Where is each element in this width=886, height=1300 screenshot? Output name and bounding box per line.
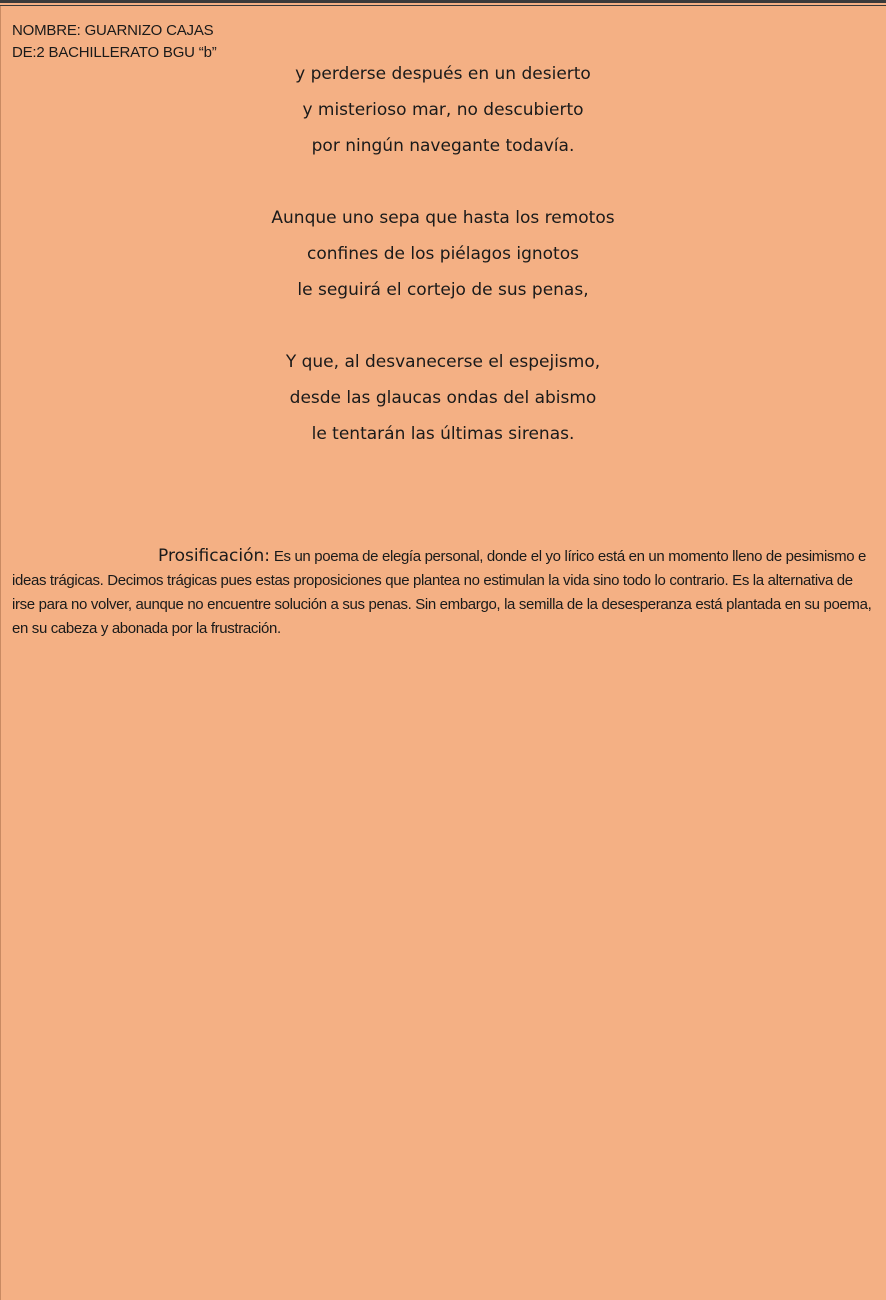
prose-text: Es un poema de elegía personal, donde el yo lírico está en un momento lleno de pesimismo e ideas trágicas. Decimos trágicas pues estas proposiciones que plantea no estimulan la vida sino todo lo contrario. Es la alternativa de irse para no volver, aunque no encuentre solución a sus penas. Sin embargo, la semilla de la desesperanza está plantada en su poema, en su cabeza y abonada por la frustración. — [12, 548, 872, 637]
top-border-rule — [0, 0, 886, 3]
stanza-gap — [0, 311, 886, 347]
poem — [0, 59, 886, 455]
student-class-line: DE:2 BACHILLERATO BGU “b” — [12, 44, 217, 61]
student-header — [12, 20, 217, 64]
stanza-gap — [0, 167, 886, 203]
poem-line: le tentarán las últimas sirenas. — [311, 424, 575, 444]
prose-paragraph — [12, 544, 878, 641]
poem-stanza-3 — [0, 347, 886, 455]
poem-line: Aunque uno sepa que hasta los remotos — [271, 208, 615, 228]
poem-line: confines de los piélagos ignotos — [307, 244, 579, 264]
prose-label: Prosificación: — [158, 546, 270, 566]
poem-line: desde las glaucas ondas del abismo — [289, 388, 597, 408]
student-name-line: NOMBRE: GUARNIZO CAJAS — [12, 22, 214, 39]
poem-line: y perderse después en un desierto — [295, 64, 591, 84]
poem-line: le seguirá el cortejo de sus penas, — [297, 280, 589, 300]
poem-stanza-2 — [0, 203, 886, 311]
poem-line: y misterioso mar, no descubierto — [302, 100, 584, 120]
poem-line: por ningún navegante todavía. — [311, 136, 575, 156]
top-border-rule-thin — [0, 5, 886, 6]
poem-stanza-1 — [0, 59, 886, 167]
poem-line: Y que, al desvanecerse el espejismo, — [285, 352, 601, 372]
